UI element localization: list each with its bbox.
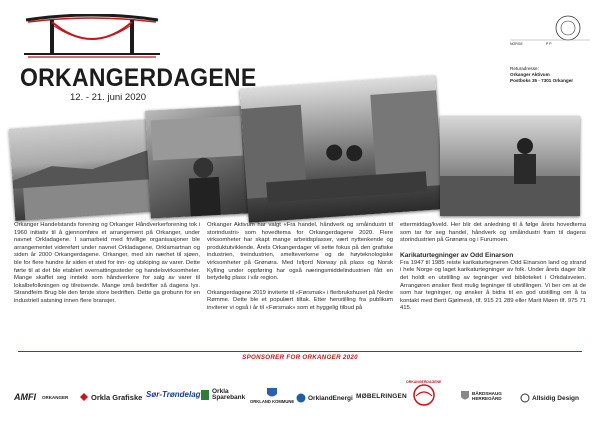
photo-workshop — [145, 105, 251, 218]
sponsor-allsidig-design: Allsidig Design — [520, 393, 579, 403]
article-column-3 — [400, 222, 586, 320]
sponsor-orkland-energi: OrklandEnergi — [296, 393, 353, 403]
bridge-logo-icon — [22, 14, 162, 58]
orkland-kommune-crest-icon — [266, 387, 278, 399]
orkla-sparebank-logo-icon — [200, 389, 210, 401]
article-paragraph: ettermiddag/kveld. Her blir det anledning til å følge årets hovedtema som tar for seg handel, håndverk og småindustri fram til dagens storindustrien på Grønøra og i Furumoen. — [400, 222, 586, 244]
article-paragraph: Orkanger Aktivum har valgt «Fra handel, håndverk og småindustri til storindustri» som hovedtema for Orkangerdagene 2020. Flere virksomheter har skapt mange arbeidsplasser, vært nyttenkende og produktutviklende. Årets Orkangerdager vil sette fokus på den grafiske industrien, treindustrien, smelteverkene og de høyteknologiske virksomheter på Grønøra. Med Isfjord Norway på plass og Norsk Kylling under oppføring har også næringsmiddelindustrien fått en betydelig plass i vår region. — [207, 222, 393, 282]
orkla-grafiske-logo-icon — [80, 393, 89, 402]
workshop-scene-icon — [145, 105, 251, 218]
article-column-1 — [14, 222, 200, 313]
sponsor-orkla-sparebank: Orkla Sparebank — [200, 389, 242, 401]
postage-mark — [510, 12, 590, 52]
sponsor-bardshaug: BÅRDSHAUG HERREGÅRD — [460, 390, 510, 402]
harbour-scene-icon — [9, 119, 155, 221]
orkland-energi-logo-icon — [296, 393, 306, 403]
return-address-name: Orkanger Aktivum — [510, 72, 550, 78]
photo-shop-interior — [240, 75, 445, 222]
allsidig-design-logo-icon — [520, 393, 530, 403]
return-address-postbox: Postboks 35 - 7301 Orkanger — [510, 78, 574, 84]
craftsman-scene-icon — [440, 116, 580, 216]
article-paragraph: Fra 1947 til 1985 reiste karikaturtegneren Odd Einarson land og strand i hele Norge og laget karikaturtegninger av folk. Under årets dager blir det holdt en utstilling av tegninger ved biblioteket i Orkdalsveien. Arrangøren ønsker flest mulig tegninger til utstillingen. Vi ber om at de som har tegninger, og ønsker å bidra til en god utstilling om å ta kontakt med Berit Gjølmesli, tlf. 915 21 289 eller Marit Møen tlf. 975 71 415. — [400, 259, 586, 312]
sponsor-orkangerdagene: ORKANGERDAGENE — [406, 380, 441, 406]
postage-seal-icon — [510, 12, 590, 52]
sponsor-sor-trondelag: Sør-Trøndelag — [146, 390, 201, 399]
photo-harbour — [9, 119, 155, 221]
sponsor-mobelringen: MØBELRINGEN — [356, 393, 407, 400]
sponsor-amfi: AMFI — [14, 392, 36, 402]
return-address — [510, 66, 573, 85]
article-paragraph: Orkanger Handelstands forening og Orkanger Håndverkerforening tok i 1960 initiativ til å gjennomføre et arrangement på Orkanger, under navnet Orkladagene. I samarbeid med frivillige organisasjoner ble arrangementet videreført under navnet Orkladagene, Orklamartnan og siden år 2000 Orkangerdagene. Orkanger, med sin nærhet til sjøen, ble for flere hundre år siden et sted for inn- og utskiping av varer. Dette førte til at det ble etablert overnattingssteder og handelsvirksomheter. Mange skaffet seg inntekt som håndverkere for salg av varer til lokalbefolkningen og tilreisende. Mange små bedrifter så dagens lys. Strandfeim Brug ble den første store bedriften. Dette ga grobunn for en industriell satsning innen flere bransjer. — [14, 222, 200, 304]
sponsor-amfi-orkanger: ORKANGER — [42, 395, 69, 400]
shop-scene-icon — [240, 75, 445, 222]
section-heading: Karikaturtegninger av Odd Einarson — [400, 251, 514, 259]
page-title: ORKANGERDAGENE — [20, 64, 257, 92]
article-paragraph: Orkangerdagene 2019 inviterte til «Førsmak» i flerbrukshuset på Nedre Rømme. Dette ble et populært tiltak. Etter henstilling fra publikum inviterer vi også i år til «Førsmak» som et hyggelig tilbud på — [207, 289, 393, 311]
postage-pp: P P — [546, 42, 552, 46]
bardshaug-crest-icon — [460, 390, 470, 402]
sponsor-orkland-kommune: ORKLAND KOMMUNE — [250, 387, 294, 404]
postage-country: NORGE — [510, 42, 523, 46]
return-address-heading: Returadresse: — [510, 66, 539, 71]
photo-craftsman — [440, 116, 580, 216]
orkangerdagene-badge-icon — [410, 384, 438, 406]
sponsor-orkla-grafiske: Orkla Grafiske — [80, 393, 142, 402]
article-column-2 — [207, 222, 393, 320]
event-dates: 12. - 21. juni 2020 — [70, 92, 147, 103]
sponsor-heading: SPONSORER FOR ORKANGER 2020 — [242, 354, 358, 361]
divider — [18, 351, 582, 352]
